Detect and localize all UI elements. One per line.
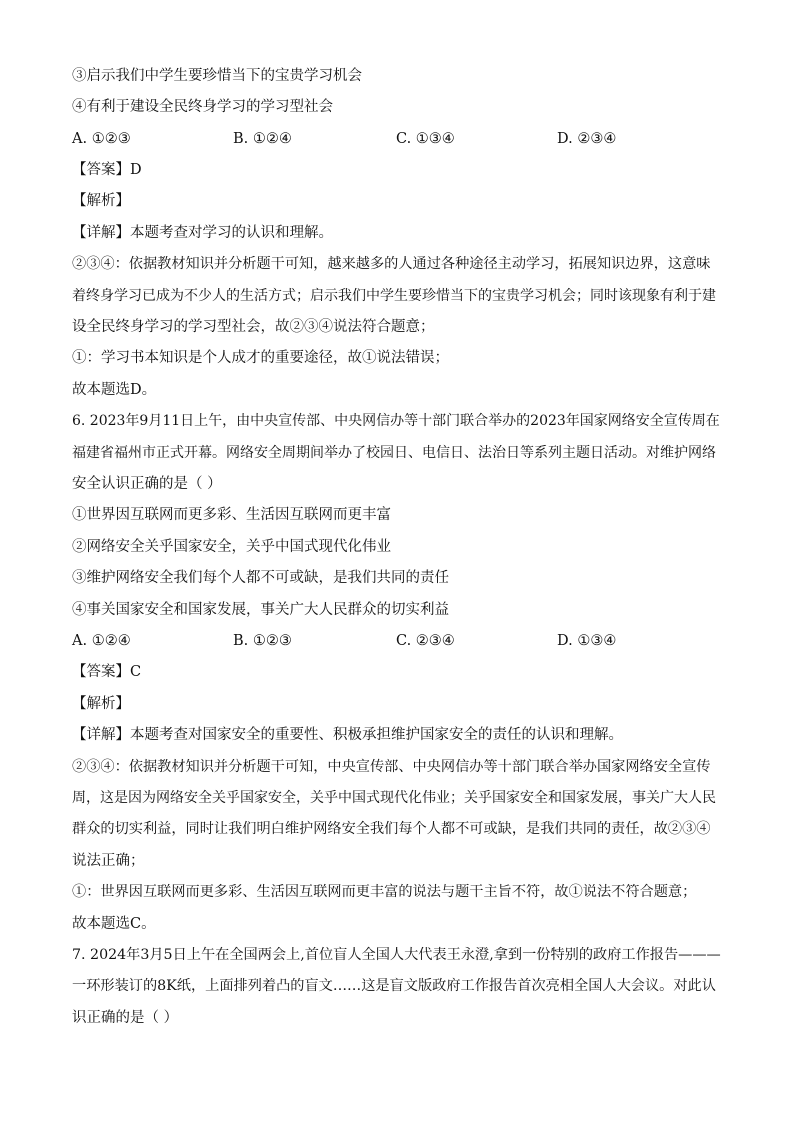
q7-stem-line-2: 一环形装订的8K纸，上面排列着凸的盲文……这是盲文版政府工作报告首次亮相全国人大会议。对此认	[72, 978, 716, 994]
q6-detail: 【详解】本题考查对国家安全的重要性、积极承担维护国家安全的责任的认识和理解。	[72, 727, 623, 743]
q5-wrong-statement: ①：学习书本知识是个人成才的重要途径，故①说法错误；	[72, 350, 449, 366]
q6-answer: 【答案】C	[72, 664, 142, 680]
q6-wrong-statement: ①：世界因互联网而更多彩、生活因互联网而更丰富的说法与题干主旨不符，故①说法不符合题意；	[72, 884, 697, 900]
q6-item-1: ①世界因互联网而更多彩、生活因互联网而更丰富	[72, 507, 391, 523]
q7-stem-line-1: 7. 2024年3月5日上午在全国两会上,首位盲人全国人大代表王永澄,拿到一份特别的政府工作报告———	[72, 947, 721, 963]
q5-answer: 【答案】D	[72, 162, 142, 178]
q6-analysis-label: 【解析】	[72, 696, 130, 712]
q6-option-a: A. ①②④	[72, 633, 131, 649]
q5-item-3: ③启示我们中学生要珍惜当下的宝贵学习机会	[72, 68, 362, 84]
q6-option-d: D. ①③④	[557, 633, 617, 649]
q6-explain-line-2: 周，这是因为网络安全关乎国家安全，关乎中国式现代化伟业；关乎国家安全和国家发展，事关广大人民	[72, 790, 716, 806]
q6-stem-line-1: 6. 2023年9月11日上午，由中央宣传部、中央网信办等十部门联合举办的2023年国家网络安全宣传周在	[72, 413, 720, 429]
q6-item-4: ④事关国家安全和国家发展，事关广大人民群众的切实利益	[72, 602, 449, 618]
q6-stem-line-3: 安全认识正确的是（ ）	[72, 476, 222, 492]
q6-explain-line-1: ②③④：依据教材知识并分析题干可知，中央宣传部、中央网信办等十部门联合举办国家网络安全宣传	[72, 759, 711, 775]
q6-item-3: ③维护网络安全我们每个人都不可或缺，是我们共同的责任	[72, 570, 449, 586]
q6-explain-line-3: 群众的切实利益，同时让我们明白维护网络安全我们每个人都不可或缺，是我们共同的责任，故②③④	[72, 821, 711, 837]
q6-option-c: C. ②③④	[396, 633, 455, 649]
q7-stem-line-3: 识正确的是（ ）	[72, 1010, 179, 1026]
q6-explain-line-4: 说法正确；	[72, 853, 145, 869]
q5-option-c: C. ①③④	[396, 131, 455, 147]
q6-stem-line-2: 福建省福州市正式开幕。网络安全周期间举办了校园日、电信日、法治日等系列主题日活动。对维护网络	[72, 445, 716, 461]
q5-explain-line-2: 着终身学习已成为不少人的生活方式；启示我们中学生要珍惜当下的宝贵学习机会；同时该现象有利于建	[72, 288, 716, 304]
q5-option-d: D. ②③④	[557, 131, 617, 147]
q6-item-2: ②网络安全关乎国家安全，关乎中国式现代化伟业	[72, 539, 391, 555]
q5-analysis-label: 【解析】	[72, 193, 130, 209]
q5-explain-line-3: 设全民终身学习的学习型社会，故②③④说法符合题意；	[72, 319, 435, 335]
q6-option-b: B. ①②③	[233, 633, 292, 649]
q5-option-b: B. ①②④	[233, 131, 292, 147]
q6-conclusion: 故本题选C。	[72, 916, 156, 932]
q5-option-a: A. ①②③	[72, 131, 131, 147]
q5-explain-line-1: ②③④：依据教材知识并分析题干可知，越来越多的人通过各种途径主动学习，拓展知识边界，这意味	[72, 256, 711, 272]
q5-conclusion: 故本题选D。	[72, 382, 157, 398]
q5-item-4: ④有利于建设全民终身学习的学习型社会	[72, 99, 333, 115]
q5-detail: 【详解】本题考查对学习的认识和理解。	[72, 225, 333, 241]
